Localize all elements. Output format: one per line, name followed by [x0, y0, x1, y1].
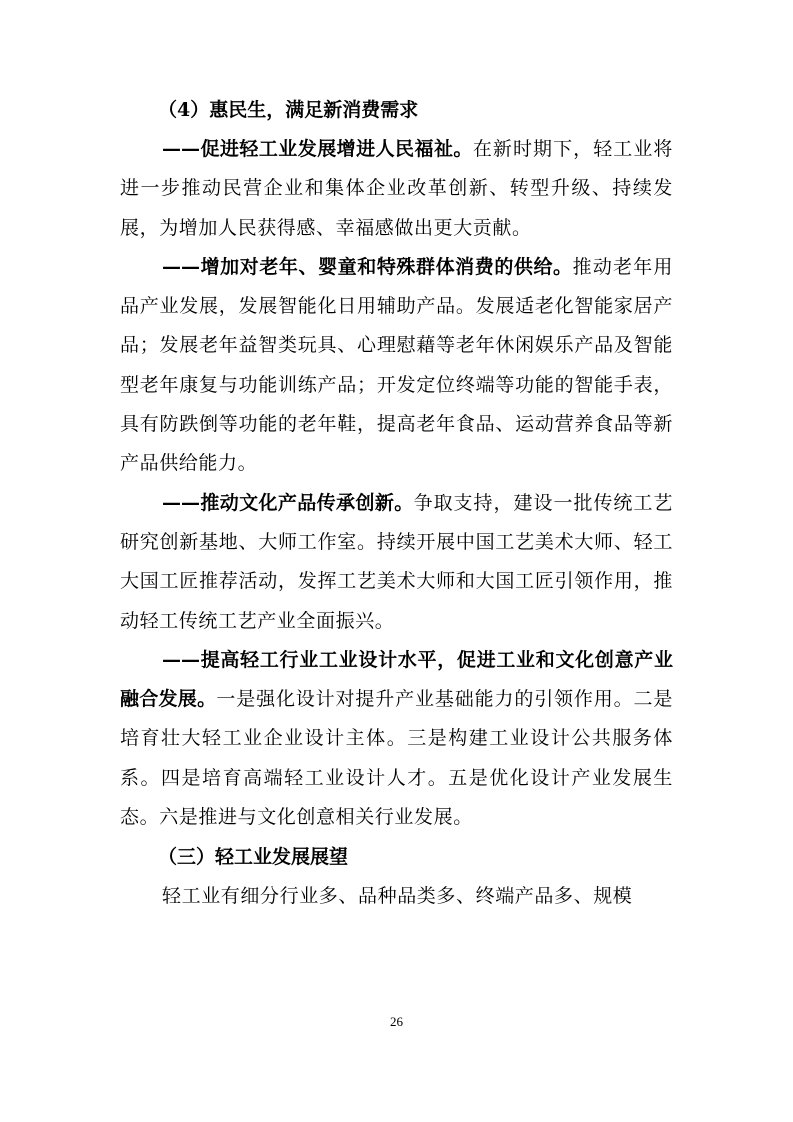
subsection-heading-4: （4）惠民生，满足新消费需求 — [158, 99, 419, 121]
paragraph-cultural-products — [120, 484, 673, 641]
paragraph-lead: ——增加对老年、婴童和特殊群体消费的供给。 — [162, 255, 573, 278]
section-heading-outlook: （三）轻工业发展展望 — [158, 846, 349, 869]
paragraph-lead: ——推动文化产品传承创新。 — [162, 491, 414, 514]
page-content — [120, 90, 673, 917]
paragraph-outlook — [120, 877, 673, 916]
paragraph-body: 推动老年用品产业发展，发展智能化日用辅助产品。发展适老化智能家居产品；发展老年益智类玩具、心理慰藉等老年休闲娱乐产品及智能型老年康复与功能训练产品；开发定位终端等功能的智能手表，具有防跌倒等功能的老年鞋，提高老年食品、运动营养食品等新产品供给能力。 — [120, 255, 673, 475]
paragraph-elderly-supply — [120, 248, 673, 484]
page-number: 26 — [390, 1014, 403, 1029]
paragraph-welfare — [120, 130, 673, 248]
paragraph-body: 在新时期下，轻工业将进一步推动民营企业和集体企业改革创新、转型升级、持续发展，为增加人民获得感、幸福感做出更大贡献。 — [120, 138, 673, 239]
paragraph-industrial-design — [120, 641, 673, 837]
paragraph-body: 争取支持，建设一批传统工艺研究创新基地、大师工作室。持续开展中国工艺美术大师、轻工大国工匠推荐活动，发挥工艺美术大师和大国工匠引领作用，推动轻工传统工艺产业全面振兴。 — [120, 491, 673, 632]
paragraph-body: 一是强化设计对提升产业基础能力的引领作用。二是培育壮大轻工业企业设计主体。三是构建工业设计公共服务体系。四是培育高端轻工业设计人才。五是优化设计产业发展生态。六是推进与文化创意相关行业发展。 — [120, 688, 673, 829]
paragraph-body: 轻工业有细分行业多、品种品类多、终端产品多、规模 — [162, 885, 633, 908]
paragraph-lead: ——提高轻工行业工业设计水平，促进工业和文化创意产业融合发展。 — [120, 648, 673, 711]
paragraph-lead: ——促进轻工业发展增进人民福祉。 — [162, 138, 473, 160]
